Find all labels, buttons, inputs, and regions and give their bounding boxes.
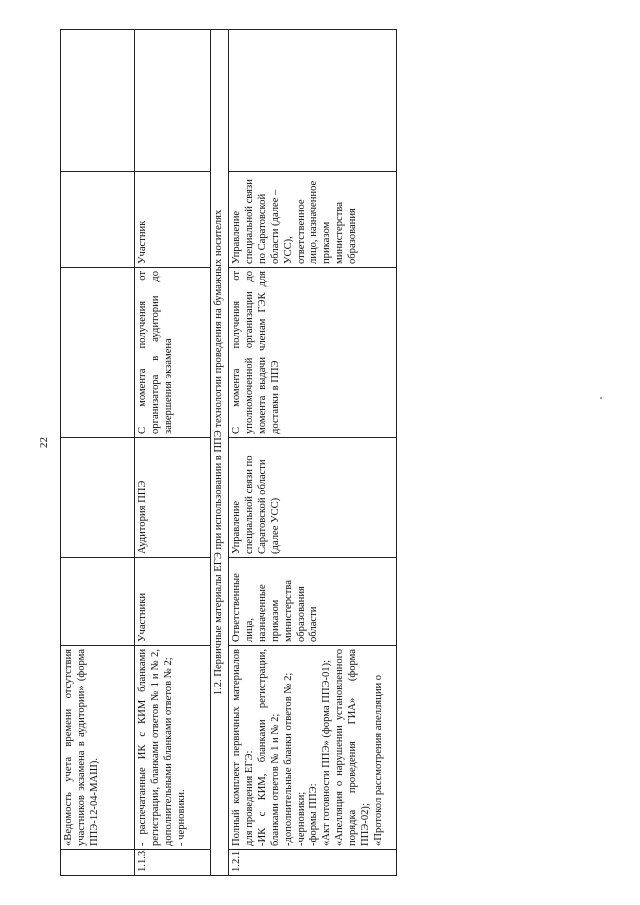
table-row xyxy=(61,30,135,876)
recipient-cell: Ответственные лица, назначенные приказом министерства образования области xyxy=(228,558,396,646)
row-number-cell: 1.1.3. xyxy=(135,850,211,876)
table-row xyxy=(228,30,396,876)
period-cell: С момента получения от уполномоченной организации до момента выдачи членам ГЭК для доставки в ППЭ xyxy=(228,268,396,438)
row-number-cell: 1.2.1. xyxy=(228,850,396,876)
responsible-cell: Участник xyxy=(135,172,211,268)
section-header-row xyxy=(211,30,229,876)
page-number: 22 xyxy=(38,437,50,448)
location-cell: Аудитория ППЭ xyxy=(135,438,211,558)
scan-speck xyxy=(600,397,602,399)
recipient-cell xyxy=(61,558,135,646)
period-cell: С момента получения от организатора в аудитории до завершения экзамена xyxy=(135,268,211,438)
note-cell xyxy=(228,30,396,172)
note-cell xyxy=(135,30,211,172)
period-cell xyxy=(61,268,135,438)
location-cell xyxy=(61,438,135,558)
table-row xyxy=(135,30,211,876)
section-title: 1.2. Первичные материалы ЕГЭ при использовании в ППЭ технологии проведения на бумажных носителях xyxy=(211,30,229,876)
materials-cell: - распечатанные ИК с КИМ бланками регистрации, бланками ответов № 1 и № 2, дополнительными бланками ответов № 2; - черновики. xyxy=(135,646,211,850)
row-number-cell xyxy=(61,850,135,876)
materials-cell: Полный комплект первичных материалов для проведения ЕГЭ: -ИК с КИМ, бланками регистрации, бланками ответов № 1 и № 2; -дополнительные бланки ответов № 2; -черновики; -формы ППЭ: «Акт готовности ППЭ» (форма ППЭ-01); «Апелляция о нарушении установленного порядка проведения ГИА» (форма ППЭ-02); «Протокол рассмотрения апелляции о xyxy=(228,646,396,850)
rotated-page-content xyxy=(60,30,396,876)
materials-cell: «Ведомость учета времени отсутствия участников экзамена в аудитории» (форма ППЭ-12-04-МАШ). xyxy=(61,646,135,850)
location-cell: Управление специальной связи по Саратовской области (далее УСС) xyxy=(228,438,396,558)
responsible-cell xyxy=(61,172,135,268)
materials-table xyxy=(60,29,397,876)
recipient-cell: Участники xyxy=(135,558,211,646)
note-cell xyxy=(61,30,135,172)
responsible-cell: Управление специальной связи по Саратовской области (далее – УСС), ответственное лицо, назначенное приказом министерства образования xyxy=(228,172,396,268)
